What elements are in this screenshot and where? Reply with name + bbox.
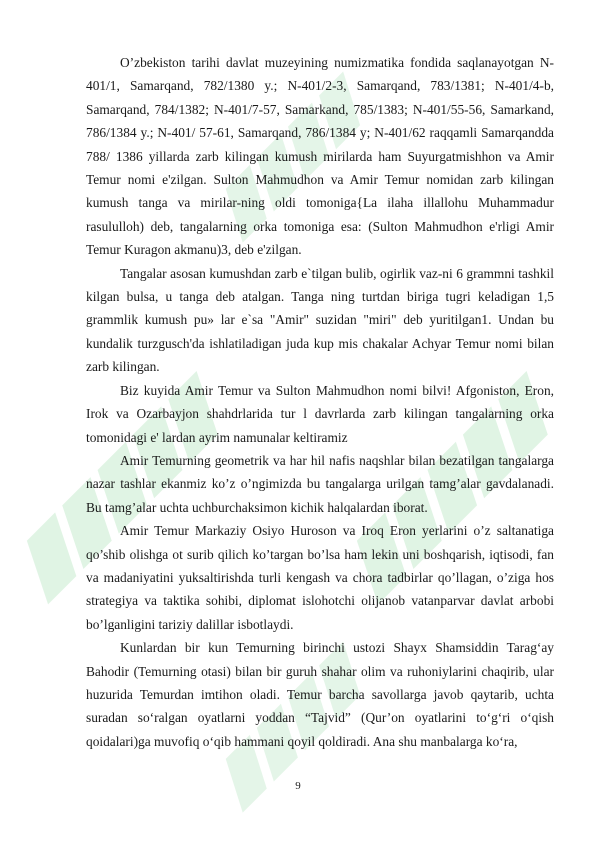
document-body (86, 51, 554, 753)
paragraph-mint-cities: Biz kuyida Amir Temur va Sulton Mahmudhon nomi bilvi! Afgoniston, Eron, Irok va Ozarbayjon shahdrlarida tur l davrlarda zarb kilingan tangalarning orka tomonidagi e' lardan ayrim namunalar keltiramiz (86, 382, 554, 445)
paragraph-numismatics-fund: O’zbekiston tarihi davlat muzeyining numizmatika fondida saqlanayotgan N-401/1, Samarqand, 782/1380 y.; N-401/2-3, Samarqand, 783/1381; N-401/4-b, Samarqand, 784/1382; N-401/7-57, Samarkand, 785/1383; N-401/55-56, Samarkand, 786/1384 y.; N-401/ 57-61, Samarqand, 786/1384 y; N-401/62 raqqamli Samarqandda 788/ 1386 yillarda zarb kilingan kumush mirilarda ham Suyurgatmishhon va Amir Temur nomi e'zilgan. Sulton Mahmudhon va Amir Temur nomidan zarb kilingan kumush tanga va mirilar-ning oldi tomoniga{La ilaha illallohu Muhammadur rasululloh) deb, tangalarning orka tomoniga esa: (Sulton Mahmudhon e'rligi Amir Temur Kuragon akmanu)3, deb e'zilgan. (86, 55, 554, 258)
paragraph-tamga-ornaments: Amir Temurning geometrik va har hil nafis naqshlar bilan bezatilgan tangalarga nazar tashlar ekanmiz ko’z o’ngimizda bu tangalarga urilgan tamg’alar gavdalanadi. Bu tamg’alar uchta uchburchaksimon kichik halqalardan iborat. (86, 452, 554, 515)
paragraph-exam: Kunlardan bir kun Temurning birinchi ustozi Shayx Shamsiddin Tarag‘ay Bahodir (Temurning otasi) bilan bir guruh shahar olim va ruhoniylarini chaqirib, ular huzurida Temurdan imtihon oladi. Temur barcha savollarga javob qaytarib, uchta suradan so‘ralgan oyatlarni yoddan “Tajvid” (Qur’on oyatlarini to‘g‘ri o‘qish qoidalari)ga muvofiq o‘qib hammani qoyil qoldiradi. Ana shu manbalarga ko‘ra, (86, 640, 554, 749)
page-number: 9 (295, 780, 301, 792)
paragraph-coin-weights: Tangalar asosan kumushdan zarb e`tilgan bulib, ogirlik vaz-ni 6 grammni tashkil kilgan bulsa, u tanga deb atalgan. Tanga ning turtdan biriga tugri keladigan 1,5 grammlik kumush pu» lar e`sa "Amir" suzidan "miri" deb yuritilgan1. Undan bu kundalik turzgusch'da ishlatiladigan juda kup mis chakalar Achyar Temur nomi bilan zarb kilingan. (86, 265, 554, 375)
paragraph-statesman: Amir Temur Markaziy Osiyo Huroson va Iroq Eron yerlarini o’z saltanatiga qo’shib olishga ot surib qilich ko’targan bo’lsa ham lekin uni boshqarish, iqtisodi, fan va madaniyatini yuksaltirishda turli kengash va chora tadbirlar qo’llagan, o’ziga hos strategiya va taktika sohibi, diplomat islohotchi olijanob vatanparvar davlat arbobi bo’lganligini tariziy dalillar isbotlaydi. (86, 523, 554, 632)
